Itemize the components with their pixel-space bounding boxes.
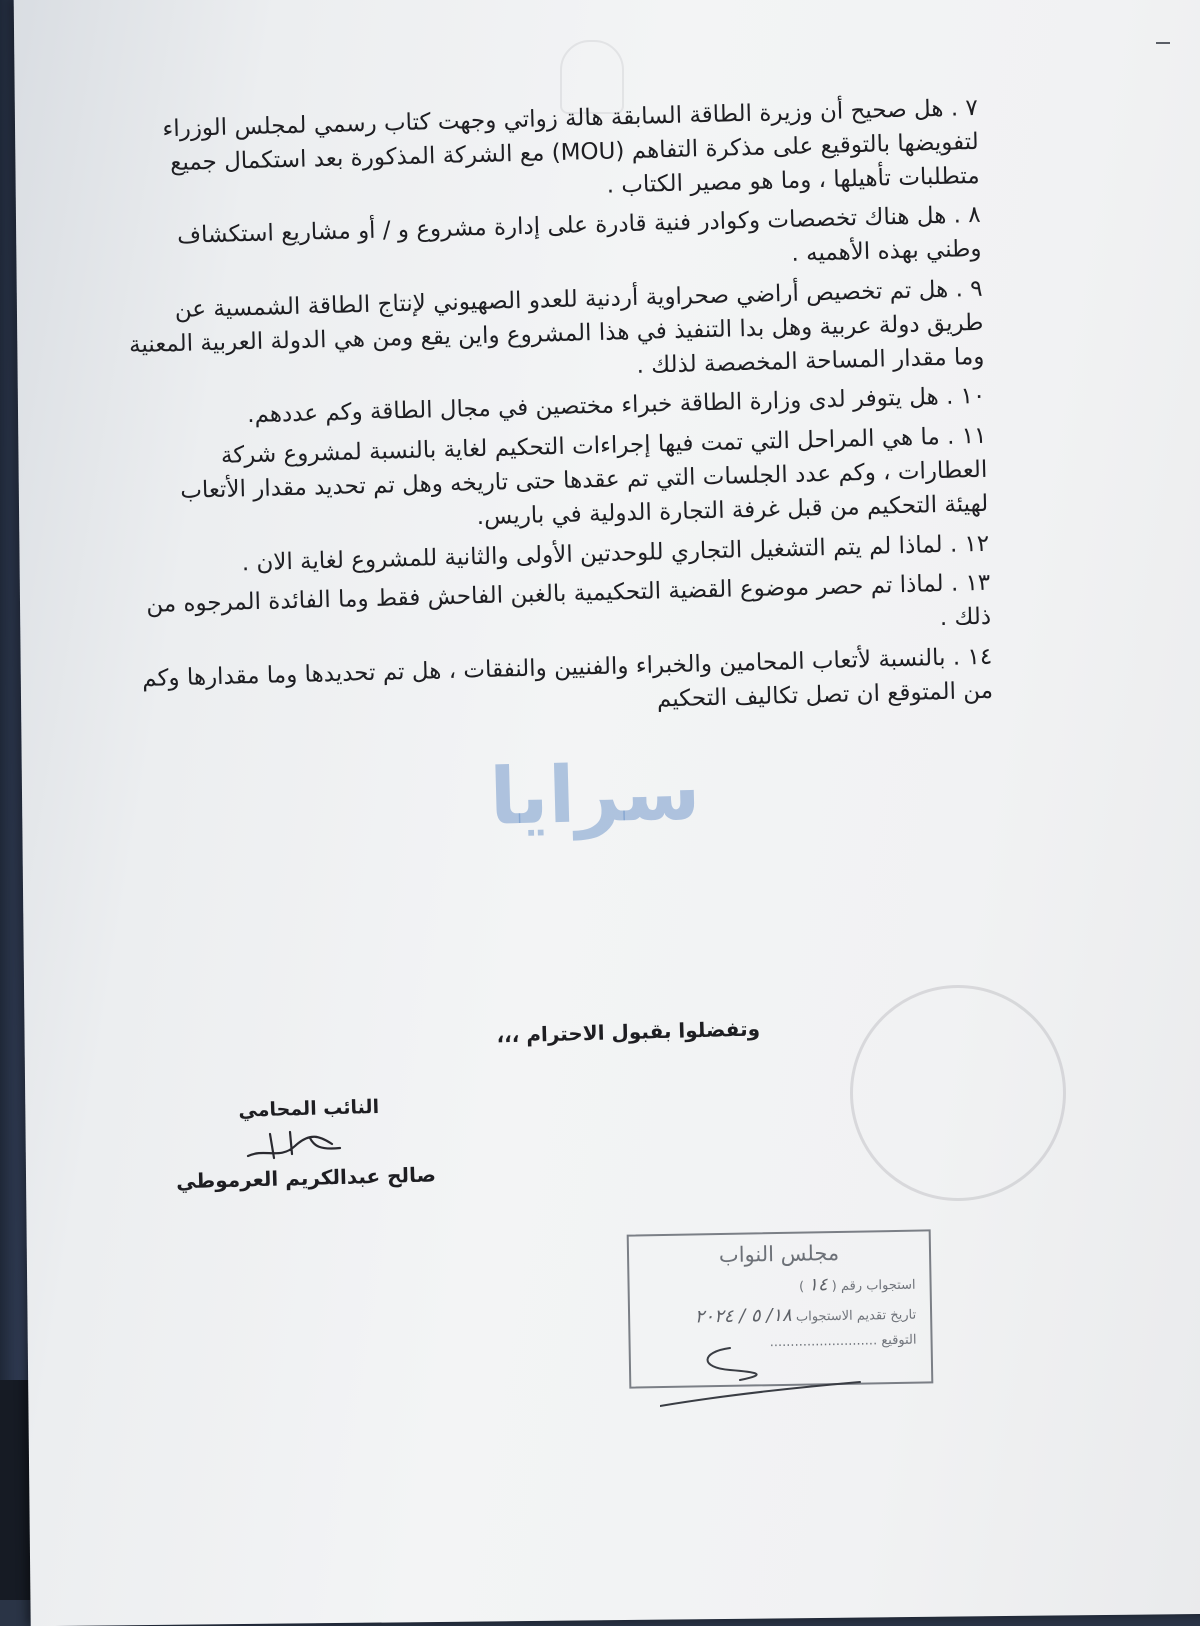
stamp-signature-scribble (660, 1340, 900, 1410)
question-number: ١٤ . (952, 643, 993, 671)
stamp-date-row (644, 1303, 916, 1329)
stamp-number-label: استجواب رقم ( (831, 1277, 916, 1295)
question-number: ١٣ . (950, 570, 991, 598)
question-text: لماذا تم حصر موضوع القضية التحكيمية بالغبن الفاحش فقط وما الفائدة المرجوه من ذلك . (145, 571, 992, 632)
question-number: ١١ . (946, 422, 987, 450)
stamp-number-close: ) (798, 1279, 805, 1295)
question-number: ٨ . (953, 202, 981, 229)
question-number: ٩ . (955, 275, 983, 303)
question-number: ١٢ . (949, 530, 990, 558)
stamp-signature-dots: .......................... (769, 1333, 878, 1351)
question-list (123, 92, 994, 737)
stamp-title: مجلس النواب (718, 1240, 840, 1268)
question-text: هل تم تخصيص أراضي صحراوية أردنية للعدو الصهيوني لإنتاج الطاقة الشمسية عن طريق دولة عربية وهل بدا التنفيذ في هذا المشروع واين يقع ومن هي الدولة العربية المعنية وما مقدار المساحة المخصصة لذلك . (128, 276, 985, 379)
handwritten-signature (240, 1126, 350, 1166)
question-item-9 (127, 273, 984, 397)
question-number: ١٠ . (945, 383, 986, 411)
question-item-11 (131, 420, 988, 544)
question-text: هل صحيح أن وزيرة الطاقة السابقة هالة زواتي وجهت كتاب رسمي لمجلس الوزراء لتفويضها بالتوقيع على مذكرة التفاهم (MOU) مع الشركة المذكورة بعد استكمال جميع متطلبات تأهيلها ، وما هو مصير الكتاب . (162, 95, 980, 199)
question-text: لماذا لم يتم التشغيل التجاري للوحدتين الأولى والثانية للمشروع لغاية الان . (241, 531, 943, 576)
corner-mark (1156, 42, 1170, 44)
question-text: بالنسبة لأتعاب المحامين والخبراء والفنيين والنفقات ، هل تم تحديدها وما مقدارها وكم من المتوقع ان تصل تكاليف التحكيم (141, 644, 994, 713)
watermark-logo: سرايا (488, 747, 702, 843)
signatory-title: النائب المحامي (238, 1095, 380, 1122)
closing-line: وتفضلوا بقبول الاحترام ،،، (496, 1016, 761, 1048)
question-text: ما هي المراحل التي تمت فيها إجراءات التحكيم لغاية بالنسبة لمشروع شركة العطارات ، وكم عدد الجلسات التي تم عقدها حتى تاريخه وهل تم تحديد مقدار الأتعاب لهيئة التحكيم من قبل غرفة التجارة الدولية في باريس. (179, 424, 989, 530)
faint-seal (850, 985, 1066, 1201)
stamp-date-label: تاريخ تقديم الاستجواب (795, 1307, 917, 1325)
stamp-date-value: ١٨/ ٥ / ٢٠٢٤ (694, 1304, 792, 1328)
stamp-number-value: ١٤ (808, 1274, 828, 1296)
question-item-14 (137, 641, 993, 731)
stamp-number-row (643, 1273, 915, 1299)
signatory-name: صالح عبدالكريم العرموطي (175, 1162, 437, 1194)
question-text: هل يتوفر لدى وزارة الطاقة خبراء مختصين في مجال الطاقة وكم عددهم. (246, 384, 940, 429)
question-item-7 (123, 92, 980, 216)
stamp-signature-label: التوقيع (881, 1332, 917, 1349)
question-text: هل هناك تخصصات وكوادر فنية قادرة على إدارة مشروع و / أو مشاريع استكشاف وطني بهذه الأهميه . (176, 203, 982, 268)
question-number: ٧ . (950, 94, 979, 122)
